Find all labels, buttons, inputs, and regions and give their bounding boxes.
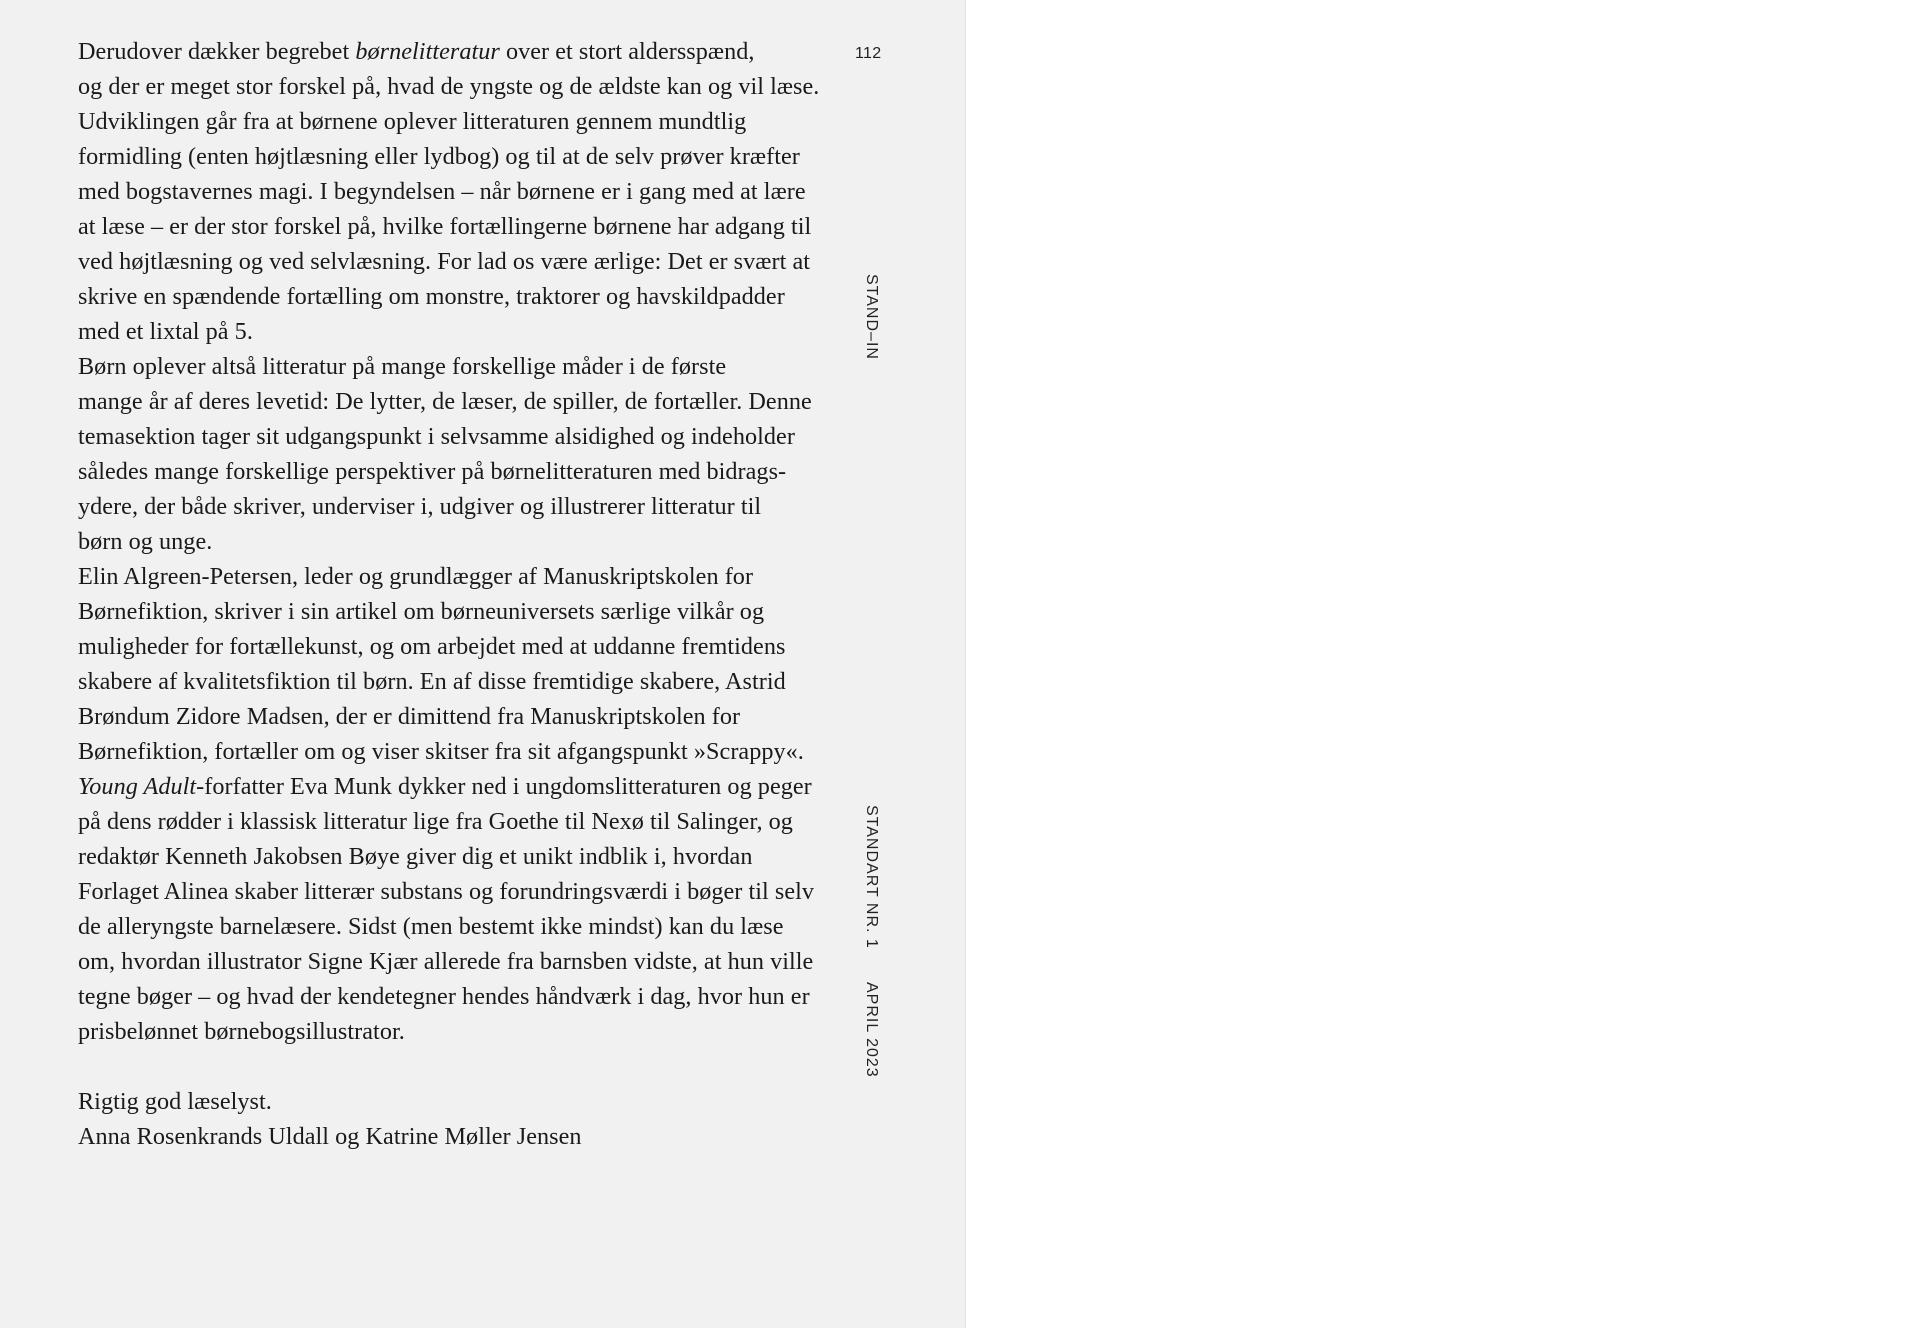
text-run: Udviklingen går fra at børnene oplever litteraturen gennem mundtlig	[78, 108, 747, 135]
paragraph	[39, 559, 813, 1049]
text-line	[39, 909, 813, 944]
running-header-section: STAND–IN	[863, 274, 880, 360]
text-line	[39, 804, 813, 839]
text-line	[39, 944, 813, 979]
text-run: Forlaget Alinea skaber litterær substans og forundringsværdi i bøger til selv	[78, 878, 815, 905]
page-number: 112	[855, 45, 882, 62]
italic-term: børnelitteratur	[355, 38, 500, 65]
text-run: ved højtlæsning og ved selvlæsning. For lad os være ærlige: Det er svært at	[78, 248, 810, 275]
editorial-text	[39, 34, 820, 1154]
closing-greeting: Rigtig god læselyst.	[78, 1088, 272, 1115]
text-run: og der er meget stor forskel på, hvad de yngste og de ældste kan og vil læse.	[78, 73, 820, 100]
text-line	[39, 34, 813, 69]
text-run: at læse – er der stor forskel på, hvilke fortællingerne børnene har adgang til	[78, 213, 812, 240]
closing-signature: Anna Rosenkrands Uldall og Katrine Møller Jensen	[78, 1123, 582, 1150]
text-run: de alleryngste barnelæsere. Sidst (men bestemt ikke mindst) kan du læse	[78, 913, 784, 940]
text-line	[39, 384, 813, 419]
text-line	[39, 839, 813, 874]
text-line	[39, 524, 813, 559]
text-run: på dens rødder i klassisk litteratur lige fra Goethe til Nexø til Salinger, og	[78, 808, 793, 835]
text-run: over et stort aldersspænd,	[499, 38, 755, 65]
text-line	[39, 1014, 813, 1049]
text-line	[39, 209, 813, 244]
text-line	[39, 629, 813, 664]
text-run: Børn oplever altså litteratur på mange forskellige måder i de første	[78, 353, 727, 380]
text-line	[39, 454, 813, 489]
text-run: -forfatter Eva Munk dykker ned i ungdomslitteraturen og peger	[196, 773, 812, 800]
text-run: med bogstavernes magi. I begyndelsen – når børnene er i gang med at lære	[78, 178, 806, 205]
paragraphs	[39, 34, 820, 1049]
text-run: om, hvordan illustrator Signe Kjær allerede fra barnsben vidste, at hun ville	[78, 948, 814, 975]
text-line	[39, 69, 820, 104]
text-run: Derudover dækker begrebet	[78, 38, 356, 65]
text-line	[39, 139, 813, 174]
text-line	[39, 314, 813, 349]
text-line	[39, 244, 813, 279]
text-run: Brøndum Zidore Madsen, der er dimittend fra Manuskriptskolen for	[78, 703, 741, 730]
text-line	[39, 734, 813, 769]
text-run: Børnefiktion, fortæller om og viser skitser fra sit afgangspunkt »Scrappy«.	[78, 738, 804, 765]
text-run: med et lixtal på 5.	[78, 318, 253, 345]
text-run: prisbelønnet børnebogsillustrator.	[78, 1018, 405, 1045]
text-run: tegne bøger – og hvad der kendetegner hendes håndværk i dag, hvor hun er	[78, 983, 810, 1010]
closing	[39, 1084, 813, 1154]
text-line	[39, 699, 813, 734]
text-line	[39, 349, 813, 384]
text-line	[39, 419, 813, 454]
paragraph	[39, 34, 820, 349]
text-run: temasektion tager sit udgangspunkt i selvsamme alsidighed og indeholder	[78, 423, 795, 450]
text-run: skabere af kvalitetsfiktion til børn. En af disse fremtidige skabere, Astrid	[78, 668, 786, 695]
text-line	[39, 979, 813, 1014]
text-run: mange år af deres levetid: De lytter, de læser, de spiller, de fortæller. Denne	[78, 388, 812, 415]
text-run: ydere, der både skriver, underviser i, udgiver og illustrerer litteratur til	[78, 493, 762, 520]
text-run: således mange forskellige perspektiver på børnelitteraturen med bidrags-	[78, 458, 787, 485]
italic-term: Young Adult	[78, 773, 197, 800]
text-line	[39, 489, 813, 524]
text-line	[39, 559, 813, 594]
text-run: muligheder for fortællekunst, og om arbejdet med at uddanne fremtidens	[78, 633, 786, 660]
text-run: børn og unge.	[78, 528, 213, 555]
text-run: redaktør Kenneth Jakobsen Bøye giver dig et unikt indblik i, hvordan	[78, 843, 753, 870]
paragraph	[39, 349, 813, 559]
text-run: Elin Algreen-Petersen, leder og grundlægger af Manuskriptskolen for	[78, 563, 754, 590]
text-line	[39, 874, 813, 909]
text-run: formidling (enten højtlæsning eller lydbog) og til at de selv prøver kræfter	[78, 143, 800, 170]
text-line	[39, 174, 813, 209]
text-run: Børnefiktion, skriver i sin artikel om børneuniversets særlige vilkår og	[78, 598, 765, 625]
text-line	[39, 104, 813, 139]
running-header-date: APRIL 2023	[863, 982, 880, 1078]
text-line	[39, 279, 813, 314]
text-run: skrive en spændende fortælling om monstre, traktorer og havskildpadder	[78, 283, 785, 310]
text-line	[39, 769, 813, 804]
text-line	[39, 594, 813, 629]
running-header-issue: STANDART NR. 1	[863, 805, 880, 949]
text-line	[39, 664, 813, 699]
